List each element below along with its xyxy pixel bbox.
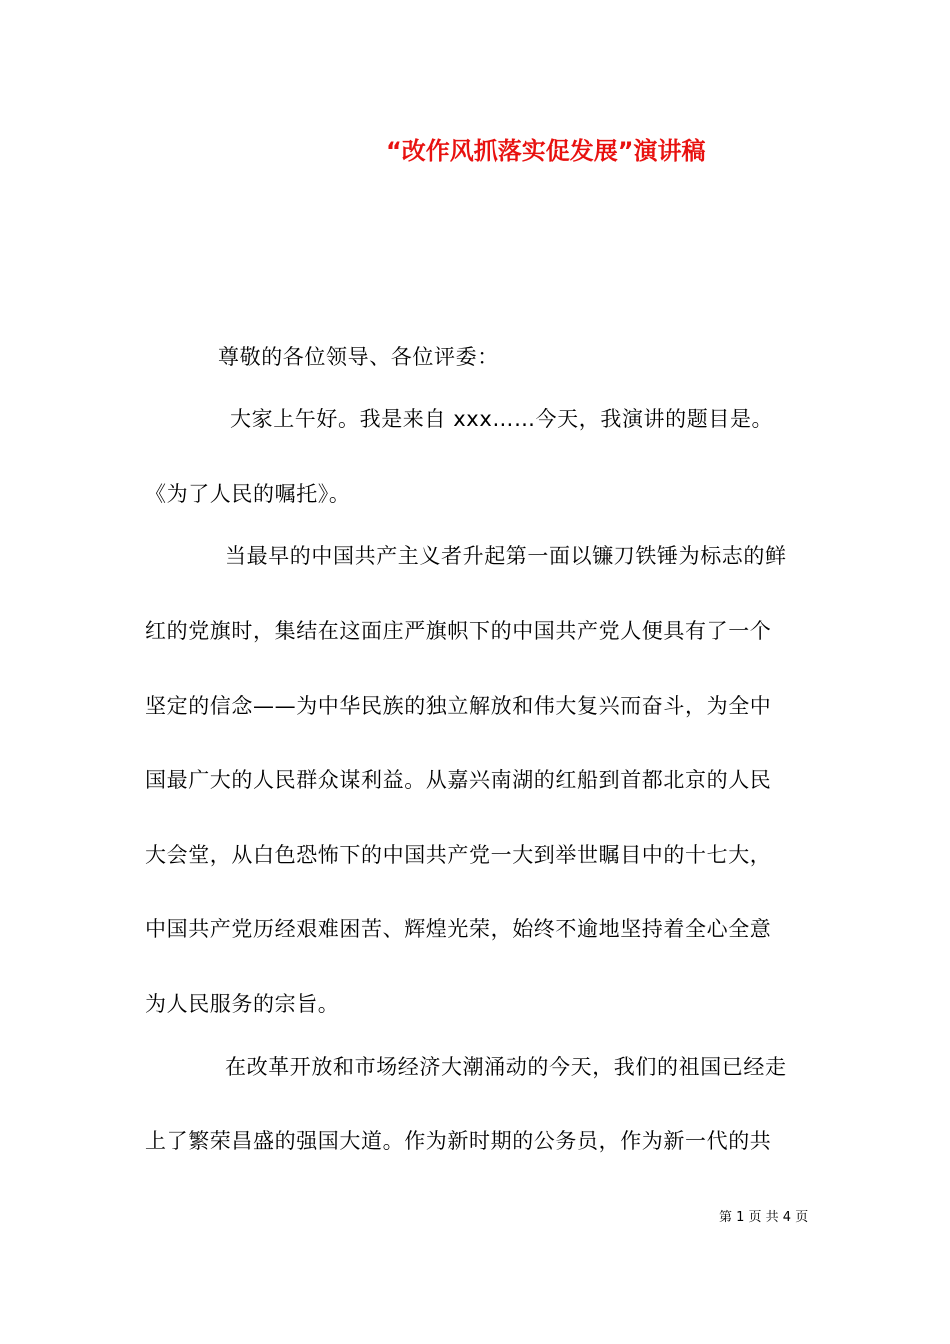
paragraph-line: 大会堂，从白色恐怖下的中国共产党一大到举世瞩目中的十七大， [145,843,772,867]
document-title: “改作风抓落实促发展”演讲稿 [386,137,706,165]
paragraph-line: 坚定的信念——为中华民族的独立解放和伟大复兴而奋斗，为全中 [145,694,772,718]
paragraph-line: 大家上午好。我是来自 xxx……今天，我演讲的题目是。 [230,407,774,431]
page-number-footer: 第 1 页 共 4 页 [719,1210,809,1225]
paragraph-line: 当最早的中国共产主义者升起第一面以镰刀铁锤为标志的鲜 [225,544,787,568]
paragraph-line: 红的党旗时，集结在这面庄严旗帜下的中国共产党人便具有了一个 [145,619,772,643]
paragraph-line: 中国共产党历经艰难困苦、辉煌光荣，始终不逾地坚持着全心全意 [145,917,772,941]
paragraph-line: 国最广大的人民群众谋利益。从嘉兴南湖的红船到首都北京的人民 [145,768,772,792]
paragraph-line: 为人民服务的宗旨。 [145,992,340,1016]
paragraph-line: 在改革开放和市场经济大潮涌动的今天，我们的祖国已经走 [225,1055,787,1079]
paragraph-line: 上了繁荣昌盛的强国大道。作为新时期的公务员，作为新一代的共 [145,1129,772,1153]
paragraph-line: 《为了人民的嘱托》。 [145,482,351,506]
salutation: 尊敬的各位领导、各位评委： [218,345,499,369]
